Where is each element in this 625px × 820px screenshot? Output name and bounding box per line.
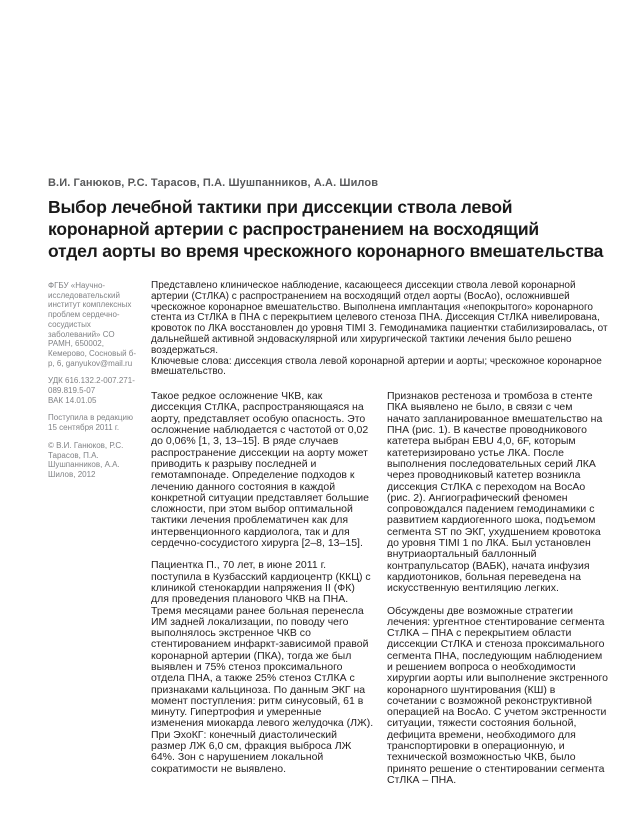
abstract-section [151, 281, 608, 378]
keywords-line: Ключевые слова: диссекция ствола левой коронарной артерии и аорты; чрескожное коронарное вмешательство. [151, 355, 602, 378]
authors-line: В.И. Ганюков, Р.С. Тарасов, П.А. Шушпанников, А.А. Шилов [48, 177, 379, 189]
body-columns [151, 391, 608, 797]
udk-code: УДК 616.132.2-007.271-089.819.5-07 [48, 376, 135, 396]
article-title-line-2: коронарной артерии с распространением на восходящий [48, 219, 539, 239]
content-area [48, 281, 608, 797]
body-paragraph: Обсуждены две возможные стратегии лечения: ургентное стентирование сегмента СтЛКА – ПНА с перекрытием области диссекции СтЛКА и стеноза проксимального сегмента ПНА, последующим наблюдением и решением вопроса о необходимости хирургии аорты или выполнение экстренного коронарного шунтирования (КШ) в сочетании с возможной реконструктивной операцией на ВосАо. С учетом экстренности ситуации, тяжести состояния больной, дефицита времени, необходимого для транспортировки в операционную, и технической возможностью ЧКВ, было принято решение о стентировании сегмента СтЛКА – ПНА. [387, 604, 608, 786]
article-meta-sidebar [48, 281, 140, 488]
article-title-line-1: Выбор лечебной тактики при диссекции ствола левой [48, 197, 513, 217]
body-paragraph: Пациентка П., 70 лет, в июне 2011 г. поступила в Кузбасский кардиоцентр (ККЦ) с клиникой стенокардии напряжения II (ФК) для проведения планового ЧКВ на ПНА. Тремя месяцами ранее больная перенесла ИМ задней локализации, по поводу чего выполнялось экстренное ЧКВ со стентированием инфаркт-зависимой правой коронарной артерии (ПКА), тогда же был выявлен и 75% стеноз проксимального отдела ПНА, а также 25% стеноз СтЛКА с признаками кальциноза. По данным ЭКГ на момент поступления: ритм синусовый, 61 в минуту. Гипертрофия и умеренные изменения миокарда левого желудочка (ЛЖ). При ЭхоКГ: конечный диастолический размер ЛЖ 6,0 см, фракция выброса ЛЖ 64%. Зон с нарушением локальной сократимости не выявлено. [151, 559, 374, 775]
body-paragraph: Такое редкое осложнение ЧКВ, как диссекция СтЛКА, распространяющаяся на аорту, представляет особую опасность. Это осложнение наблюдается с частотой от 0,02 до 0,06% [1, 3, 13–15]. В ряде случаев распространение диссекции на аорту может приводить к разрыву последней и гемотампонаде. Определение подходов к лечению данного состояния в каждой конкретной ситуации представляет большие сложности, при этом выбор оптимальной тактики лечения проблематичен как для интервенционного кардиолога, так и для сердечно-сосудистого хирурга [2–8, 13–15]. [151, 390, 369, 550]
affiliation-block: ФГБУ «Научно-исследовательский институт комплексных проблем сердечно-сосудистых заболеваний» СО РАМН, 650002, Кемерово, Сосновый б-р, 6, ganyukov@mail.ru [48, 281, 137, 368]
body-column-left [151, 391, 374, 797]
body-column-right [387, 391, 608, 797]
article-title-line-3: отдел аорты во время чрескожного коронарного вмешательства [48, 241, 604, 261]
received-date: Поступила в редакцию 15 сентября 2011 г. [48, 413, 133, 433]
vak-code: ВАК 14.01.05 [48, 395, 97, 405]
classification-block [48, 376, 140, 405]
copyright-notice: © В.И. Ганюков, Р.С. Тарасов, П.А. Шушпанников, А.А. Шилов, 2012 [48, 440, 124, 479]
body-paragraph: Признаков рестеноза и тромбоза в стенте ПКА выявлено не было, в связи с чем начато запланированное вмешательство на ПНА (рис. 1). В качестве проводникового катетера выбран EBU 4,0, 6F, которым катетеризировано устье ЛКА. После выполнения последовательных серий ЛКА через проводниковый катетер возникла диссекция СтЛКА с переходом на ВосАо (рис. 2). Ангиографический феномен сопровождался падением гемодинамики с развитием кардиогенного шока, подъемом сегмента ST по ЭКГ, ухудшением кровотока до уровня TIMI 1 по ЛКА. Был установлен внутриаортальный баллонный контрапульсатор (ВАБК), начата инфузия кардиотоников, больная переведена на искусственную вентиляцию легких. [387, 390, 603, 595]
abstract-text: Представлено клиническое наблюдение, касающееся диссекции ствола левой коронарной артерии (СтЛКА) с распространением на восходящий отдел аорты (ВосАо), осложнившей чрескожное коронарное вмешательство. Выполнена имплантация «непокрытого» коронарного стента из СтЛКА в ПНА с перекрытием целевого стеноза ПНА. Диссекция СтЛКА нивелирована, кровоток по ЛКА восстановлен до уровня TIMI 3. Гемодинамика пациентки стабилизировалась, от дальнейшей активной эндоваскулярной или хирургической тактики лечения было решено воздержаться. [151, 280, 608, 356]
article-main [151, 281, 608, 797]
article-title [48, 196, 608, 262]
